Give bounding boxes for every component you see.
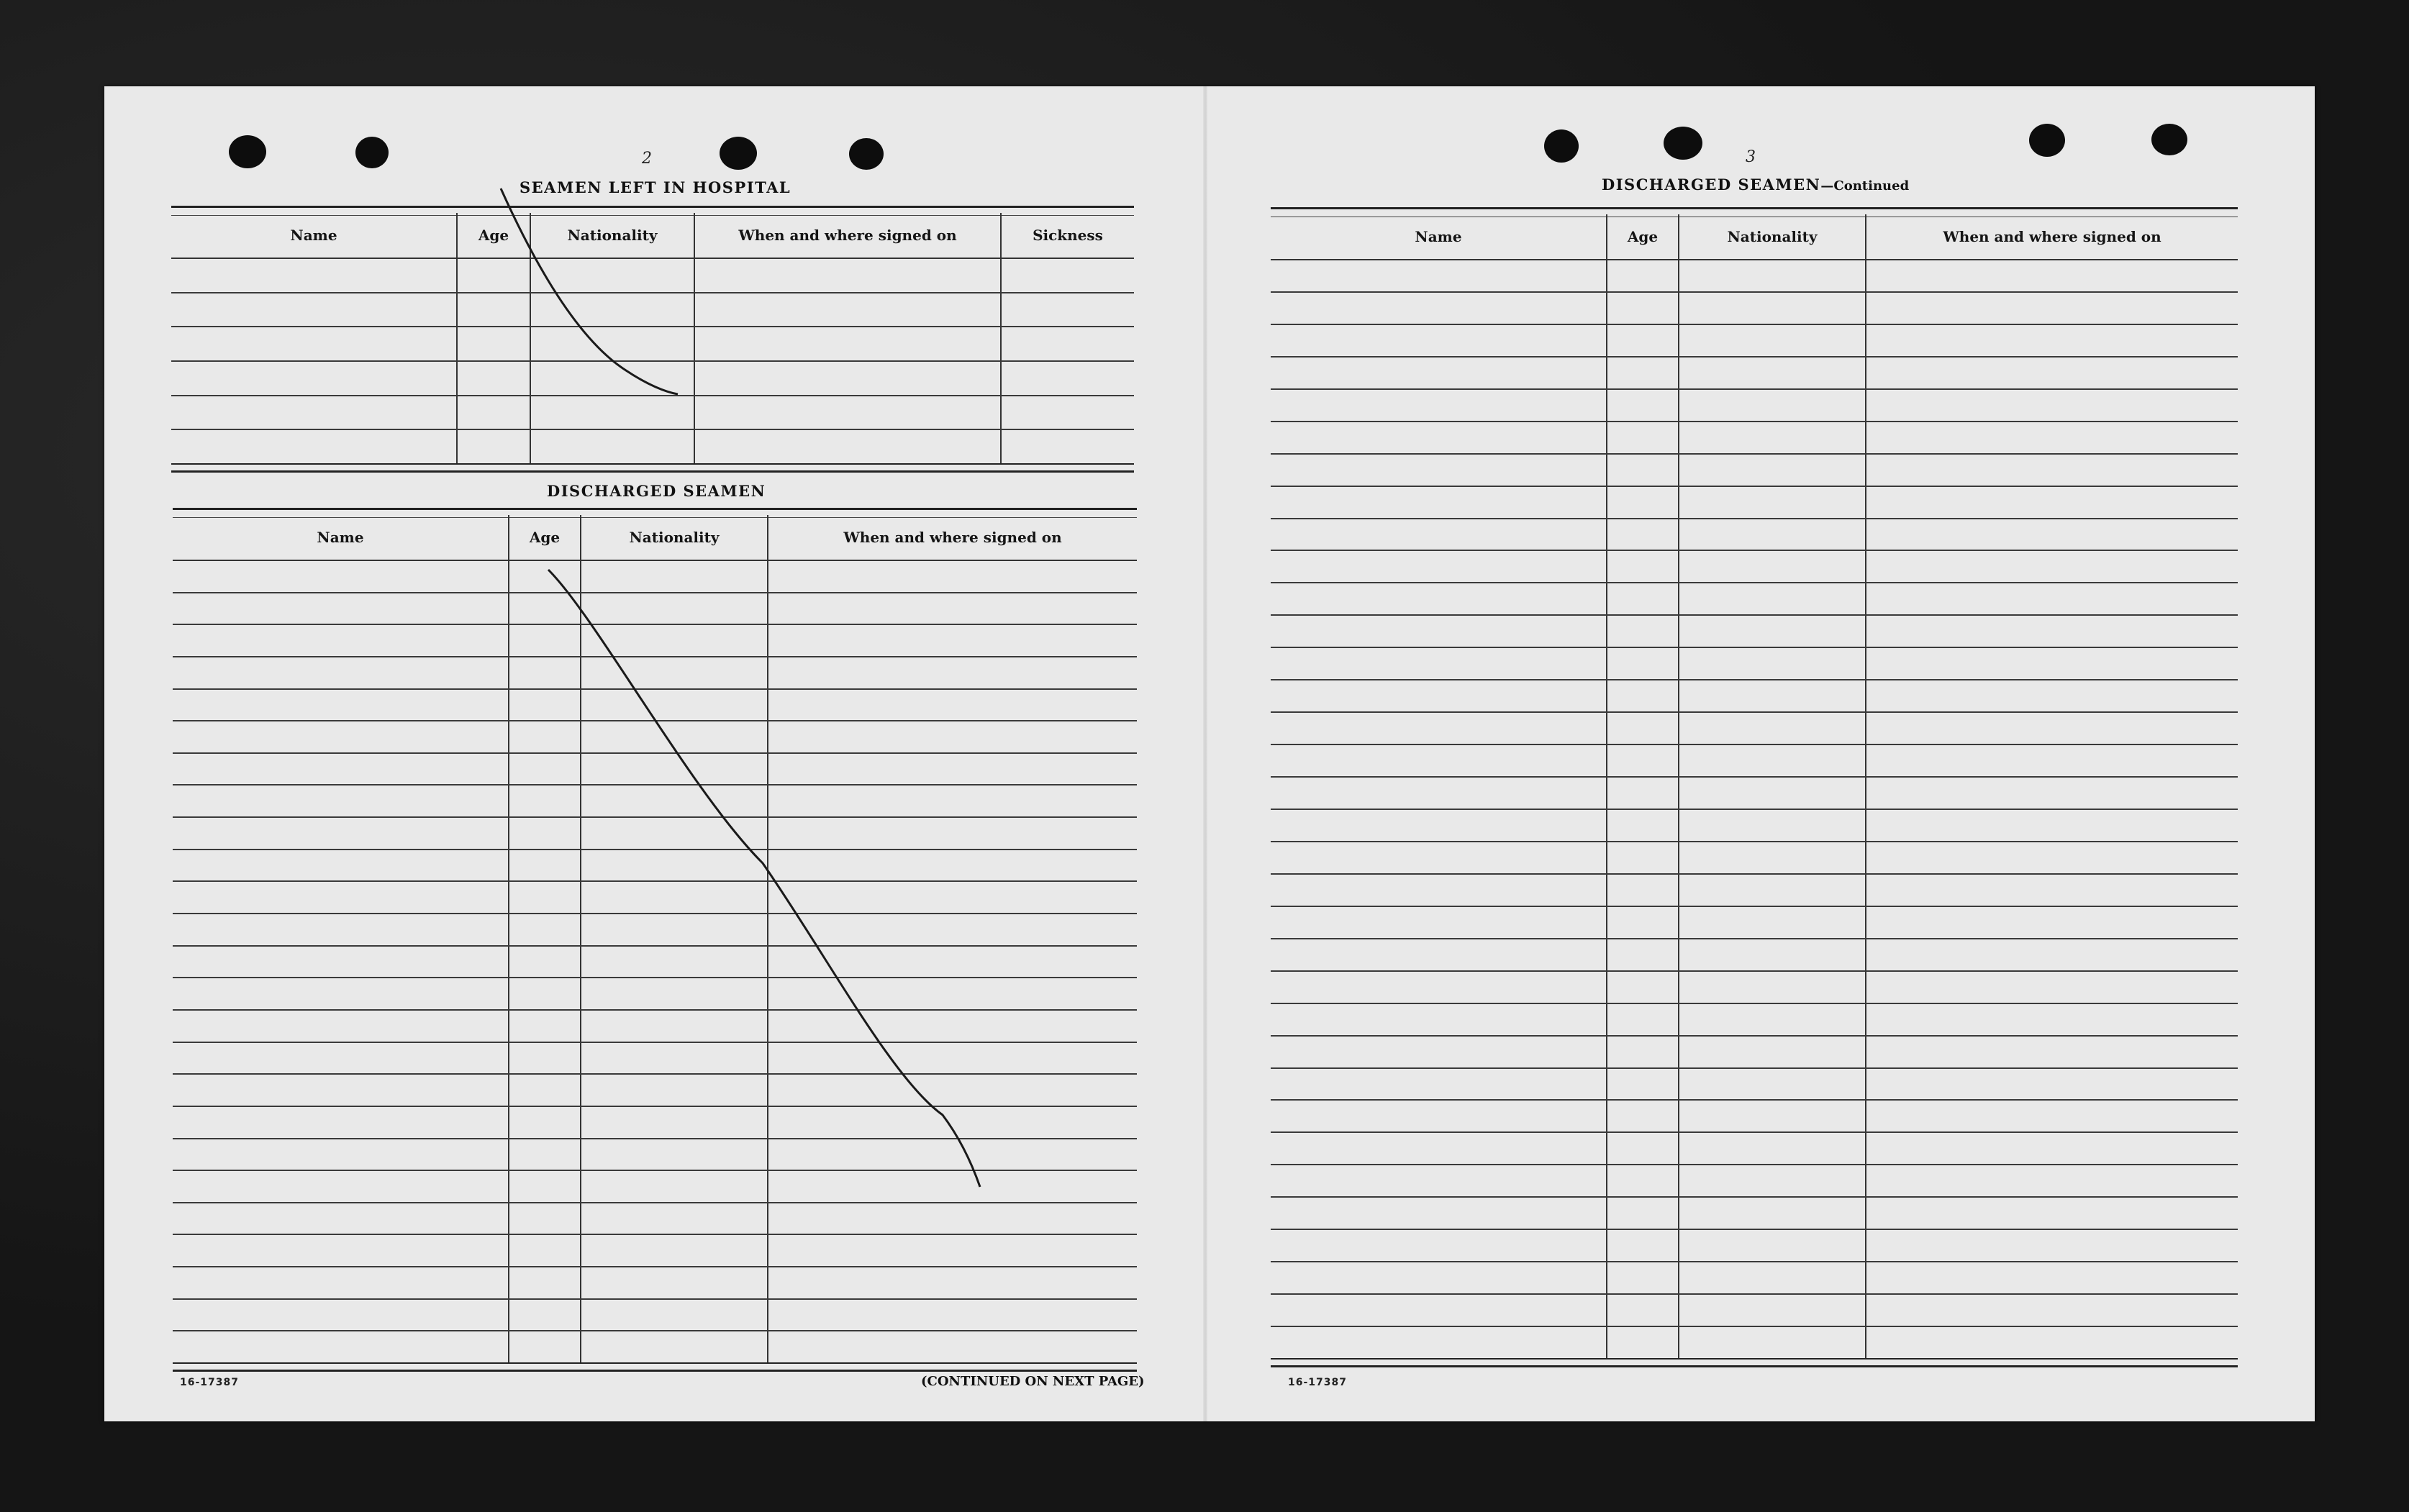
header-age: Age	[529, 529, 561, 546]
hospital-section-title: SEAMEN LEFT IN HOSPITAL	[520, 178, 791, 196]
right-page-number: 3	[1746, 148, 1756, 166]
right-form-number: 16-17387	[1288, 1377, 1347, 1388]
header-when-where: When and where signed on	[1943, 228, 2161, 245]
header-nationality: Nationality	[567, 227, 658, 244]
hospital-strike-line	[501, 188, 678, 394]
header-name: Name	[290, 227, 337, 244]
header-when-where: When and where signed on	[738, 227, 957, 244]
right-discharged-title-main: DISCHARGED SEAMEN	[1602, 176, 1821, 193]
header-nationality: Nationality	[629, 529, 720, 546]
continued-note: (CONTINUED ON NEXT PAGE)	[921, 1374, 1145, 1389]
header-age: Age	[478, 227, 509, 244]
discharged-section-title: DISCHARGED SEAMEN	[547, 482, 766, 500]
header-when-where: When and where signed on	[843, 529, 1062, 546]
discharged-strike-line	[548, 570, 980, 1187]
header-name: Name	[1415, 228, 1462, 245]
header-sickness: Sickness	[1033, 227, 1103, 244]
left-form-number: 16-17387	[180, 1377, 239, 1388]
left-page-number: 2	[642, 150, 652, 168]
right-discharged-title-suffix: —Continued	[1820, 178, 1910, 193]
header-name: Name	[317, 529, 364, 546]
header-nationality: Nationality	[1727, 228, 1818, 245]
header-age: Age	[1627, 228, 1659, 245]
